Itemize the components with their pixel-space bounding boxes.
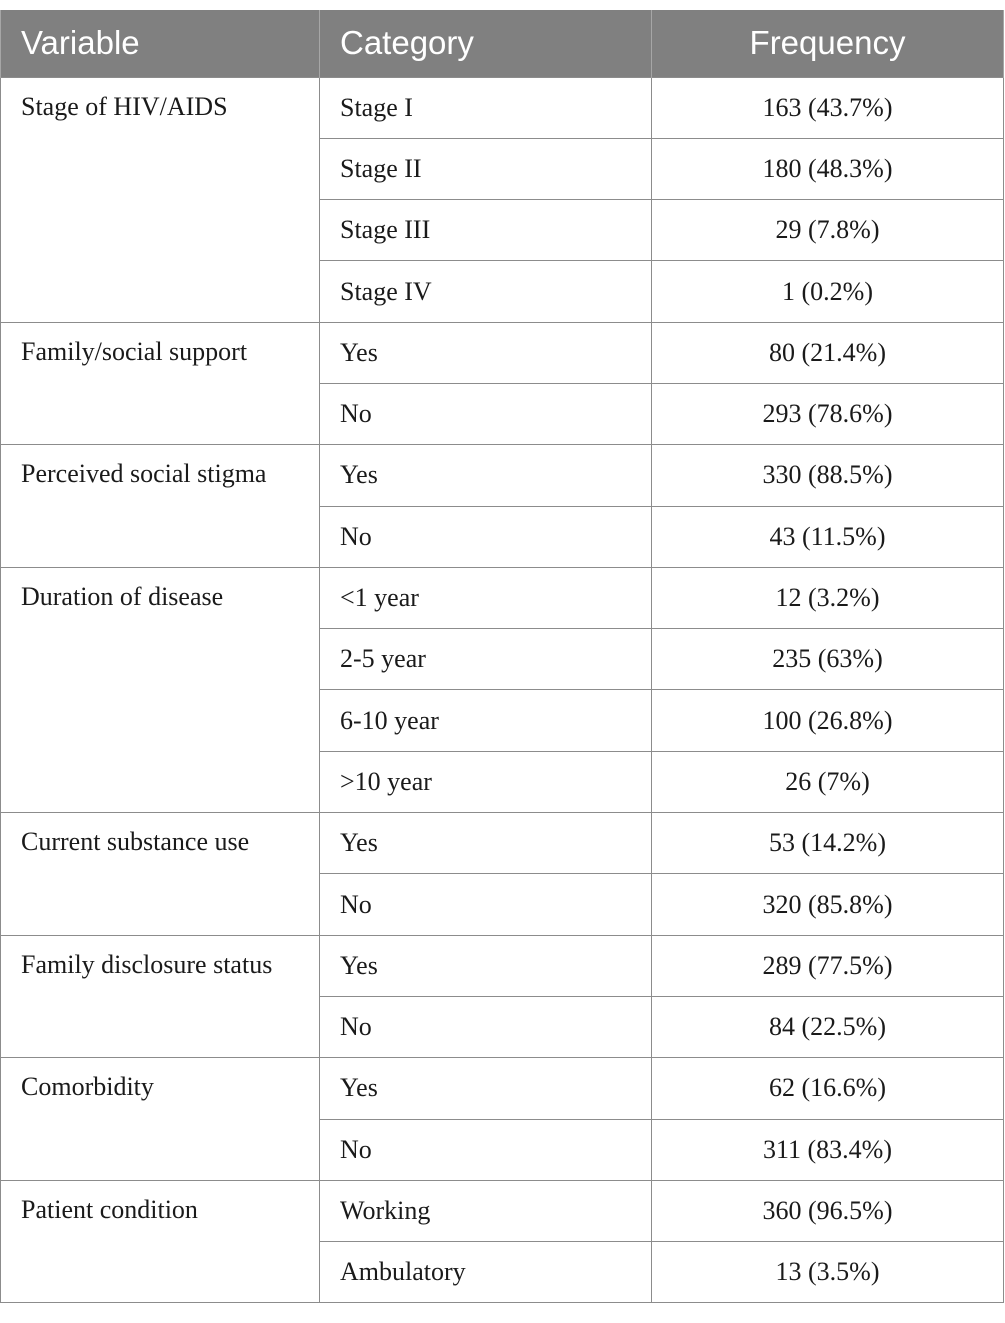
frequency-cell: 43 (11.5%) (652, 506, 1004, 567)
category-cell: Stage IV (320, 261, 652, 322)
table-row (1, 1180, 1004, 1241)
table-row (1, 445, 1004, 506)
category-cell: Working (320, 1180, 652, 1241)
category-cell: 6-10 year (320, 690, 652, 751)
header-category: Category (320, 10, 652, 77)
frequency-cell: 29 (7.8%) (652, 200, 1004, 261)
frequency-cell: 13 (3.5%) (652, 1242, 1004, 1303)
frequency-cell: 1 (0.2%) (652, 261, 1004, 322)
frequency-cell: 311 (83.4%) (652, 1119, 1004, 1180)
frequency-cell: 320 (85.8%) (652, 874, 1004, 935)
variable-cell: Family disclosure status (1, 935, 320, 1058)
table-body (1, 77, 1004, 1303)
frequency-cell: 235 (63%) (652, 629, 1004, 690)
variable-cell: Family/social support (1, 322, 320, 445)
category-cell: Ambulatory (320, 1242, 652, 1303)
frequency-table (0, 10, 1004, 1303)
frequency-cell: 289 (77.5%) (652, 935, 1004, 996)
category-cell: Stage III (320, 200, 652, 261)
category-cell: 2-5 year (320, 629, 652, 690)
frequency-cell: 330 (88.5%) (652, 445, 1004, 506)
variable-cell: Comorbidity (1, 1058, 320, 1181)
table-row (1, 813, 1004, 874)
variable-cell: Perceived social stigma (1, 445, 320, 568)
frequency-cell: 100 (26.8%) (652, 690, 1004, 751)
frequency-cell: 163 (43.7%) (652, 77, 1004, 138)
frequency-cell: 62 (16.6%) (652, 1058, 1004, 1119)
table-row (1, 322, 1004, 383)
category-cell: No (320, 383, 652, 444)
category-cell: <1 year (320, 567, 652, 628)
variable-cell: Duration of disease (1, 567, 320, 812)
frequency-cell: 180 (48.3%) (652, 138, 1004, 199)
category-cell: No (320, 874, 652, 935)
header-variable: Variable (1, 10, 320, 77)
header-frequency: Frequency (652, 10, 1004, 77)
frequency-cell: 360 (96.5%) (652, 1180, 1004, 1241)
category-cell: Yes (320, 813, 652, 874)
category-cell: Stage II (320, 138, 652, 199)
category-cell: Yes (320, 445, 652, 506)
category-cell: No (320, 996, 652, 1057)
category-cell: Yes (320, 1058, 652, 1119)
frequency-cell: 80 (21.4%) (652, 322, 1004, 383)
category-cell: Yes (320, 935, 652, 996)
table-row (1, 567, 1004, 628)
header-row (1, 10, 1004, 77)
table-row (1, 1058, 1004, 1119)
table-row (1, 935, 1004, 996)
data-table-container (0, 10, 1003, 1303)
category-cell: No (320, 1119, 652, 1180)
frequency-cell: 12 (3.2%) (652, 567, 1004, 628)
table-row (1, 77, 1004, 138)
frequency-cell: 26 (7%) (652, 751, 1004, 812)
variable-cell: Stage of HIV/AIDS (1, 77, 320, 322)
frequency-cell: 84 (22.5%) (652, 996, 1004, 1057)
frequency-cell: 53 (14.2%) (652, 813, 1004, 874)
category-cell: Yes (320, 322, 652, 383)
variable-cell: Patient condition (1, 1180, 320, 1303)
category-cell: No (320, 506, 652, 567)
category-cell: >10 year (320, 751, 652, 812)
table-header (1, 10, 1004, 77)
frequency-cell: 293 (78.6%) (652, 383, 1004, 444)
category-cell: Stage I (320, 77, 652, 138)
variable-cell: Current substance use (1, 813, 320, 936)
